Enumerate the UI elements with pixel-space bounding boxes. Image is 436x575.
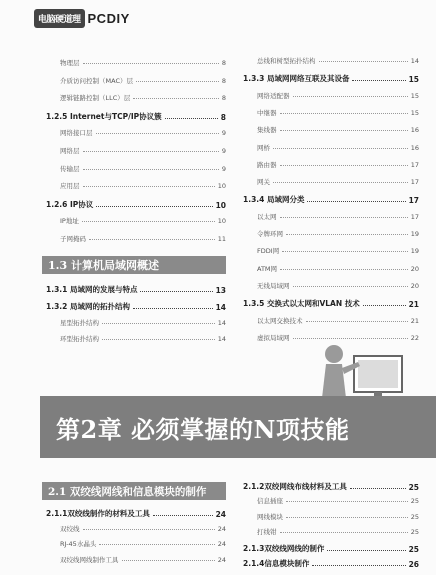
toc-entry-page: 10 (217, 182, 226, 191)
toc-entry-page: 17 (410, 178, 419, 187)
toc-entry-page: 24 (217, 555, 226, 564)
toc-entry-page: 13 (215, 286, 226, 295)
toc-entry[interactable] (46, 508, 226, 519)
toc-entry-title: 1.3.1 局域网的发展与特点 (46, 285, 138, 294)
toc-entry-page: 8 (221, 94, 226, 103)
leader-dots (273, 182, 408, 183)
leader-dots (306, 321, 408, 322)
toc-entry[interactable] (257, 281, 419, 290)
toc-entry-title: 集线器 (257, 126, 277, 135)
leader-dots (319, 61, 408, 62)
toc-entry-title: 网线模块 (257, 512, 283, 521)
toc-entry[interactable] (257, 333, 419, 342)
toc-entry-page: 8 (220, 112, 226, 122)
leader-dots (102, 323, 215, 324)
toc-entry[interactable] (60, 146, 226, 155)
toc-entry-title: 路由器 (257, 160, 277, 169)
toc-entry-title: 介质访问控制（MAC）层 (60, 76, 133, 85)
toc-entry-page: 25 (410, 512, 419, 521)
toc-entry[interactable] (257, 527, 419, 536)
leader-dots (99, 544, 214, 545)
toc-entry-page: 25 (408, 544, 419, 554)
toc-entry[interactable] (257, 316, 419, 325)
toc-entry-title: 1.2.6 IP协议 (46, 199, 94, 209)
logo-word: PCDIY (87, 10, 130, 26)
toc-entry-page: 25 (410, 528, 419, 537)
toc-entry-page: 25 (410, 497, 419, 506)
toc-entry-title: 双绞线网线制作工具 (60, 555, 119, 564)
toc-entry-title: 信息插座 (257, 497, 283, 506)
leader-dots (96, 133, 219, 134)
section-title: 1.3 计算机局域网概述 (48, 259, 159, 272)
leader-dots (282, 251, 408, 252)
toc-entry[interactable] (257, 496, 419, 505)
toc-entry[interactable] (60, 216, 226, 225)
leader-dots (280, 113, 408, 114)
toc-entry[interactable] (60, 334, 226, 343)
toc-entry-page: 15 (410, 91, 419, 100)
leader-dots (83, 63, 219, 64)
toc-entry-title: 打线钳 (257, 528, 277, 537)
toc-entry-page: 17 (410, 212, 419, 221)
toc-entry[interactable] (257, 108, 419, 117)
leader-dots (153, 515, 213, 516)
leader-dots (280, 130, 408, 131)
toc-entry-page: 20 (410, 264, 419, 273)
toc-entry-page: 9 (221, 129, 226, 138)
leader-dots (136, 81, 219, 82)
toc-entry-page: 16 (410, 126, 419, 135)
toc-entry[interactable] (243, 298, 419, 309)
leader-dots (83, 169, 219, 170)
toc-entry[interactable] (60, 318, 226, 327)
leader-dots (352, 80, 405, 81)
toc-entry-page: 24 (217, 524, 226, 533)
leader-dots (133, 308, 213, 309)
toc-entry[interactable] (257, 56, 419, 65)
leader-dots (286, 517, 408, 518)
toc-entry[interactable] (257, 143, 419, 152)
toc-entry[interactable] (257, 246, 419, 255)
toc-entry-page: 14 (217, 335, 226, 344)
toc-entry-page: 14 (217, 318, 226, 327)
toc-entry-title: 令牌环网 (257, 230, 283, 238)
toc-entry-page: 17 (410, 160, 419, 169)
toc-entry[interactable] (243, 543, 419, 554)
toc-entry-page: 21 (408, 300, 419, 310)
leader-dots (293, 338, 408, 339)
toc-entry[interactable] (60, 181, 226, 190)
toc-entry-page: 10 (215, 200, 226, 210)
toc-entry-page: 8 (221, 76, 226, 85)
toc-entry-page: 11 (217, 235, 226, 243)
toc-entry[interactable] (60, 234, 226, 243)
toc-entry[interactable] (257, 212, 419, 221)
toc-entry-title: 2.1.3双绞线网线的制作 (243, 543, 325, 553)
leader-dots (133, 98, 219, 99)
leader-dots (280, 532, 408, 533)
toc-entry[interactable] (46, 111, 226, 122)
toc-entry-page: 9 (221, 147, 226, 155)
toc-entry-title: 网关 (257, 178, 270, 187)
toc-entry-title: 1.3.5 交换式以太网和VLAN 技术 (243, 299, 360, 309)
leader-dots (280, 217, 408, 218)
toc-entry-title: 应用层 (60, 182, 80, 191)
toc-entry-page: 17 (408, 196, 419, 206)
toc-entry-page: 24 (215, 510, 226, 519)
magazine-logo (34, 8, 130, 28)
leader-dots (83, 151, 219, 152)
leader-dots (327, 550, 405, 551)
leader-dots (312, 565, 405, 566)
leader-dots (280, 269, 408, 270)
toc-entry[interactable] (257, 264, 419, 273)
leader-dots (83, 186, 215, 187)
toc-entry-page: 16 (410, 143, 419, 152)
toc-entry-title: 网络接口层 (60, 129, 93, 138)
section-header-2-1 (42, 482, 226, 500)
toc-entry-page: 14 (215, 302, 226, 312)
leader-dots (293, 286, 408, 287)
toc-entry[interactable] (60, 76, 226, 85)
toc-entry-title: 网络层 (60, 147, 80, 155)
leader-dots (140, 291, 212, 292)
toc-entry-title: 逻辑链路控制（LLC）层 (60, 94, 131, 103)
leader-dots (286, 234, 408, 235)
leader-dots (89, 239, 215, 240)
leader-dots (83, 529, 215, 530)
toc-entry[interactable] (60, 164, 226, 173)
toc-entry-page: 14 (410, 57, 419, 65)
leader-dots (280, 165, 408, 166)
leader-dots (350, 488, 406, 489)
toc-entry-page: 20 (410, 281, 419, 290)
leader-dots (96, 206, 212, 207)
toc-entry[interactable] (60, 539, 226, 548)
leader-dots (286, 501, 408, 502)
toc-entry-page: 22 (410, 333, 419, 342)
toc-entry-title: 双绞线 (60, 524, 80, 533)
toc-entry-page: 24 (217, 540, 226, 549)
leader-dots (165, 118, 218, 119)
toc-entry[interactable] (60, 93, 226, 102)
toc-entry-title: 1.2.5 Internet与TCP/IP协议簇 (46, 111, 162, 121)
toc-entry[interactable] (60, 524, 226, 533)
leader-dots (82, 221, 215, 222)
toc-entry[interactable] (257, 91, 419, 100)
toc-entry[interactable] (243, 558, 419, 569)
section-title: 2.1 双绞线网线和信息模块的制作 (48, 485, 207, 498)
toc-entry[interactable] (257, 125, 419, 134)
toc-entry-title: 无线局域网 (257, 281, 290, 290)
toc-entry[interactable] (257, 177, 419, 186)
toc-entry-title: 物理层 (60, 59, 80, 67)
section-header-1-3 (42, 256, 226, 274)
leader-dots (273, 148, 408, 149)
toc-entry-title: 网络适配器 (257, 91, 290, 100)
toc-entry-title: 星型拓扑结构 (60, 318, 99, 327)
toc-entry-title: 1.3.3 局域网网络互联及其设备 (243, 74, 350, 84)
toc-entry-title: 2.1.2双绞网线布线材料及工具 (243, 482, 347, 491)
toc-entry[interactable] (60, 128, 226, 137)
toc-entry-title: 虚拟局域网 (257, 333, 290, 342)
toc-entry-title: RJ-45水晶头 (60, 540, 97, 549)
toc-entry-title: 环型拓扑结构 (60, 335, 99, 344)
toc-entry[interactable] (243, 73, 419, 84)
toc-entry[interactable] (46, 199, 226, 210)
toc-entry-title: FDDI网 (257, 247, 280, 256)
figure-head (325, 345, 343, 363)
toc-entry-title: 子网掩码 (60, 235, 86, 243)
logo-mark: 电脑硬道理 (34, 9, 85, 28)
toc-entry-title: 2.1.1双绞线制作的材料及工具 (46, 509, 150, 518)
toc-entry-title: 中继器 (257, 108, 277, 117)
toc-entry[interactable] (46, 284, 226, 295)
toc-entry-page: 21 (410, 316, 419, 325)
toc-entry-title: 1.3.2 局域网的拓扑结构 (46, 301, 130, 311)
toc-entry-title: 2.1.4信息模块制作 (243, 559, 310, 568)
leader-dots (122, 560, 215, 561)
toc-entry-page: 25 (408, 483, 419, 492)
toc-entry-page: 19 (410, 247, 419, 256)
toc-entry[interactable] (46, 301, 226, 312)
toc-entry-page: 9 (221, 164, 226, 173)
toc-entry[interactable] (60, 555, 226, 564)
toc-entry-page: 15 (408, 75, 419, 85)
toc-entry-page: 19 (410, 230, 419, 238)
leader-dots (293, 96, 408, 97)
toc-entry-title: 传输层 (60, 164, 80, 173)
toc-entry-title: 以太网交换技术 (257, 316, 303, 325)
toc-entry-title: 以太网 (257, 212, 277, 221)
toc-entry[interactable] (243, 194, 419, 205)
toc-entry-title: 1.3.4 局域网分类 (243, 195, 305, 205)
leader-dots (102, 339, 215, 340)
toc-entry[interactable] (257, 229, 419, 238)
toc-entry-title: 总线和树型拓扑结构 (257, 57, 316, 65)
toc-entry-page: 15 (410, 108, 419, 117)
toc-entry[interactable] (257, 160, 419, 169)
toc-entry[interactable] (257, 512, 419, 521)
toc-entry-page: 26 (408, 560, 419, 569)
leader-dots (363, 305, 406, 306)
leader-dots (307, 201, 405, 202)
chapter-title: 第2章 必须掌握的N项技能 (56, 415, 350, 444)
toc-entry-page: 10 (217, 217, 226, 226)
toc-entry-title: 网桥 (257, 143, 270, 152)
toc-entry-title: IP地址 (60, 217, 79, 226)
toc-entry-page: 8 (221, 59, 226, 67)
toc-entry-title: ATM网 (257, 264, 278, 273)
toc-entry[interactable] (60, 58, 226, 67)
toc-entry[interactable] (243, 481, 419, 492)
